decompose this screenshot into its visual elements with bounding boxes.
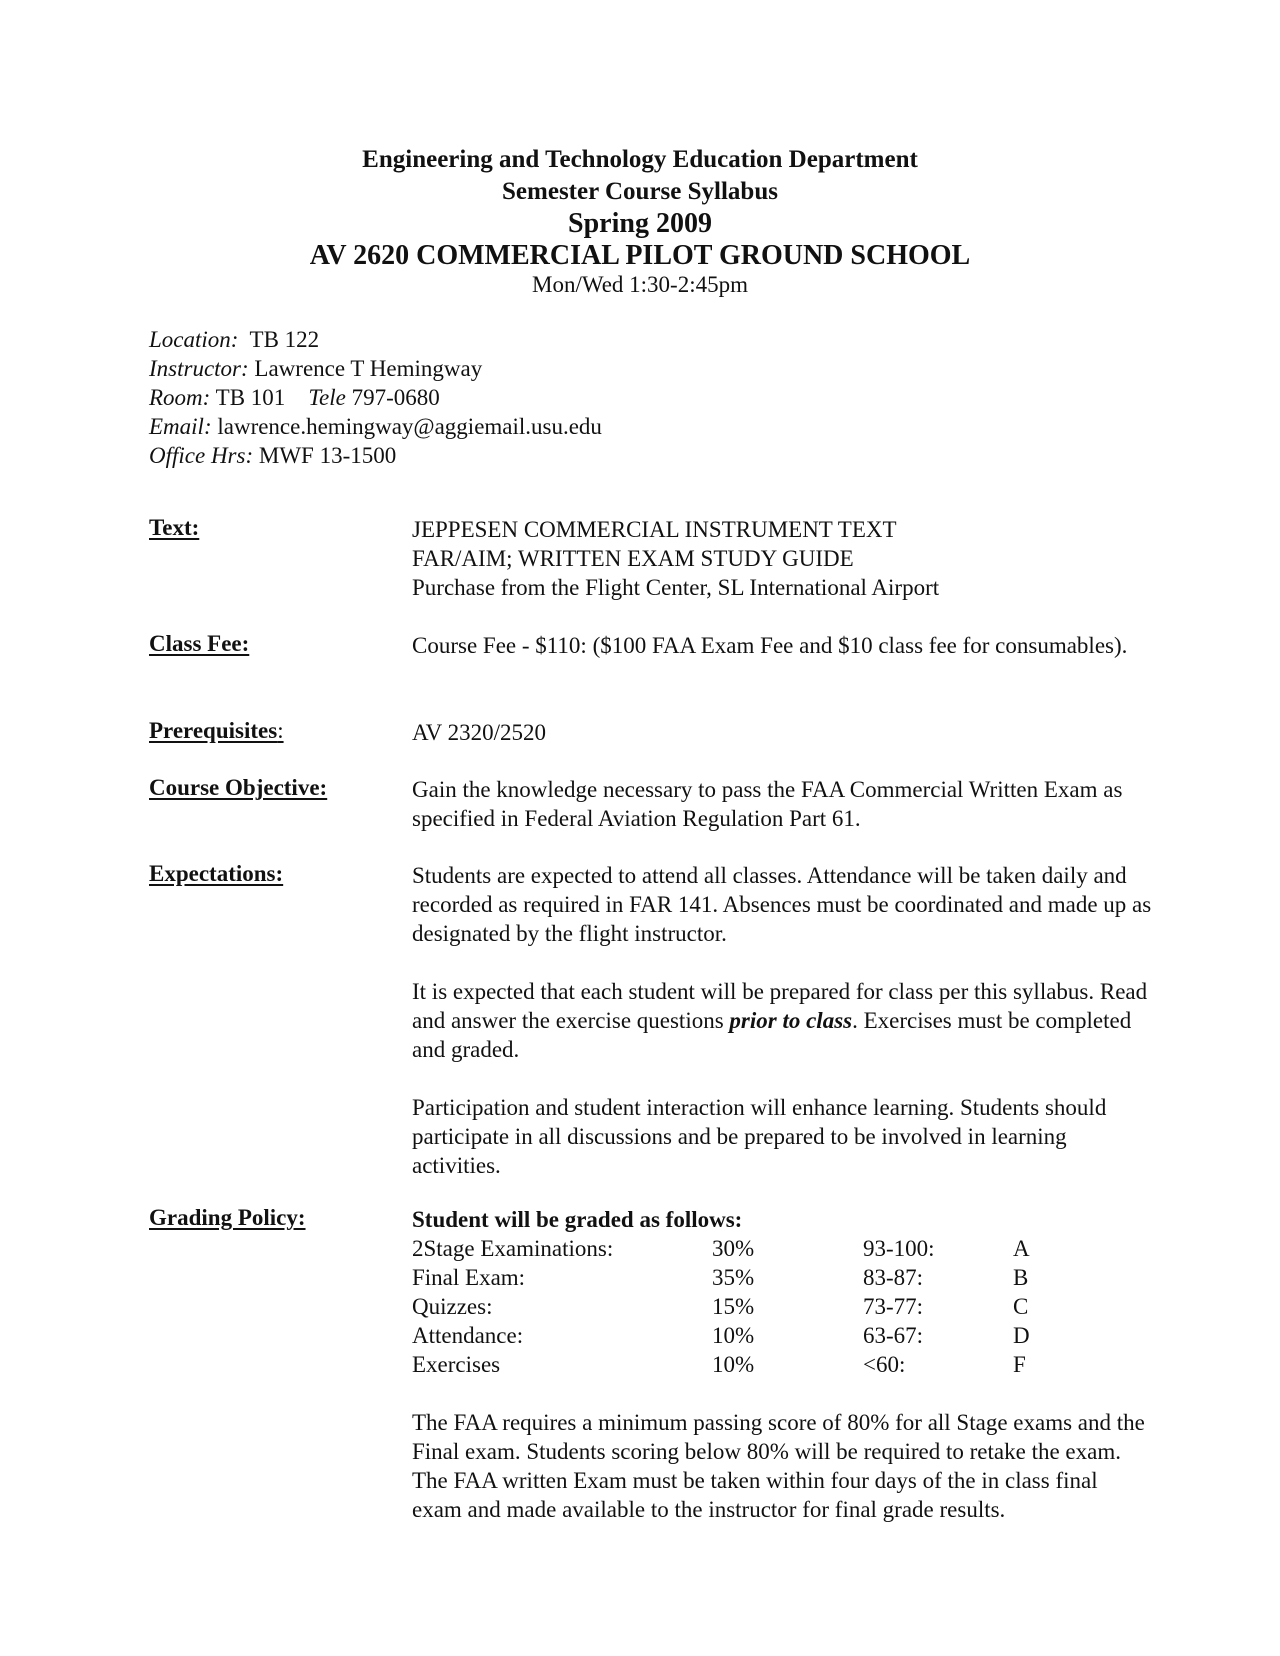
location-value: TB 122: [249, 327, 320, 352]
department-heading: Engineering and Technology Education Department: [362, 146, 918, 173]
expectations-p2-tail: . Exercises must be completed and graded.: [412, 1008, 1132, 1062]
emphasis-prior-to-class: prior to class: [729, 1008, 853, 1033]
tele-value: 797-0680: [351, 385, 440, 410]
prerequisites-label: [149, 718, 284, 744]
expectations-p2-text: It is expected that each student will be prepared for class per this syllabus. Read and answer the exercise questions: [412, 979, 1148, 1033]
course-info: [149, 325, 602, 470]
class-fee-label: Class Fee:: [149, 631, 250, 656]
instructor-value: Lawrence T Hemingway: [254, 356, 483, 381]
grade-weight: 10%: [712, 1323, 755, 1348]
grading-content: [412, 1205, 1152, 1524]
term-heading: Spring 2009: [568, 208, 712, 239]
location-label: Location:: [149, 327, 239, 352]
grade-item: 2Stage Examinations:: [412, 1236, 614, 1261]
grade-range: 83-87:: [863, 1265, 924, 1290]
text-content: [412, 515, 1152, 602]
grade-letter: D: [1013, 1323, 1030, 1348]
faa-written-exam-note: The FAA written Exam must be taken within four days of the in class final exam and made available to the instructor for final grade results.: [412, 1468, 1098, 1522]
grading-heading: Student will be graded as follows:: [412, 1207, 743, 1232]
faa-minimum-score-note: The FAA requires a minimum passing score of 80% for all Stage exams and the Final exam. Students scoring below 80% will be required to retake the exam.: [412, 1410, 1145, 1464]
office-hours-line: [149, 441, 602, 470]
objective-content: [412, 775, 1152, 833]
location-line: [149, 325, 602, 354]
grade-letter: C: [1013, 1294, 1029, 1319]
syllabus-heading: Semester Course Syllabus: [502, 178, 778, 205]
grade-weight: 15%: [712, 1294, 755, 1319]
instructor-line: [149, 354, 602, 383]
expectations-paragraph-3: Participation and student interaction will enhance learning. Students should participate in all discussions and be prepared to be involved in learning activities.: [412, 1095, 1107, 1178]
tele-label: Tele: [308, 385, 346, 410]
prerequisites-text: AV 2320/2520: [412, 720, 546, 745]
grade-weight: 10%: [712, 1352, 755, 1377]
email-label: Email:: [149, 414, 212, 439]
grade-letter: F: [1013, 1352, 1026, 1377]
expectations-label: Expectations:: [149, 861, 284, 886]
prerequisites-colon: :: [277, 718, 284, 743]
grade-item: Attendance:: [412, 1323, 524, 1348]
class-fee-content: [412, 631, 1152, 660]
schedule-line: Mon/Wed 1:30-2:45pm: [532, 272, 748, 297]
text-label: Text:: [149, 515, 200, 540]
grade-item: Exercises: [412, 1352, 501, 1377]
text-line: FAR/AIM; WRITTEN EXAM STUDY GUIDE: [412, 546, 854, 571]
grade-weight: 35%: [712, 1265, 755, 1290]
text-line: JEPPESEN COMMERCIAL INSTRUMENT TEXT: [412, 517, 897, 542]
grade-range: <60:: [863, 1352, 906, 1377]
office-hours-label: Office Hrs:: [149, 443, 254, 468]
room-label: Room:: [149, 385, 211, 410]
grade-weight: 30%: [712, 1236, 755, 1261]
grade-item: Quizzes:: [412, 1294, 493, 1319]
grade-row: [412, 1292, 1152, 1321]
prerequisites-label-text: Prerequisites: [149, 718, 278, 743]
course-title: AV 2620 COMMERCIAL PILOT GROUND SCHOOL: [309, 240, 971, 271]
room-line: [149, 383, 602, 412]
grade-letter: A: [1013, 1236, 1030, 1261]
expectations-content: [412, 861, 1152, 1180]
expectations-paragraph-1: Students are expected to attend all classes. Attendance will be taken daily and recorded as required in FAR 141. Absences must be coordinated and made up as designated by the flight instructor.: [412, 863, 1152, 946]
grade-row: [412, 1234, 1152, 1263]
grading-label: Grading Policy:: [149, 1205, 306, 1230]
class-fee-text: Course Fee - $110: ($100 FAA Exam Fee and $10 class fee for consumables).: [412, 633, 1128, 658]
grade-item: Final Exam:: [412, 1265, 526, 1290]
email-value: lawrence.hemingway@aggiemail.usu.edu: [217, 414, 602, 439]
grade-row: [412, 1263, 1152, 1292]
room-value: TB 101: [215, 385, 286, 410]
grade-range: 93-100:: [863, 1236, 935, 1261]
office-hours-value: MWF 13-1500: [258, 443, 397, 468]
grade-range: 63-67:: [863, 1323, 924, 1348]
email-line: [149, 412, 602, 441]
objective-label: Course Objective:: [149, 775, 328, 800]
grade-range: 73-77:: [863, 1294, 924, 1319]
text-line: Purchase from the Flight Center, SL International Airport: [412, 575, 940, 600]
grade-row: [412, 1350, 1152, 1379]
instructor-label: Instructor:: [149, 356, 249, 381]
expectations-paragraph-2: [412, 977, 1152, 1064]
grade-row: [412, 1321, 1152, 1350]
prerequisites-content: [412, 718, 1152, 747]
objective-text: Gain the knowledge necessary to pass the FAA Commercial Written Exam as specified in Federal Aviation Regulation Part 61.: [412, 777, 1123, 831]
grade-letter: B: [1013, 1265, 1029, 1290]
